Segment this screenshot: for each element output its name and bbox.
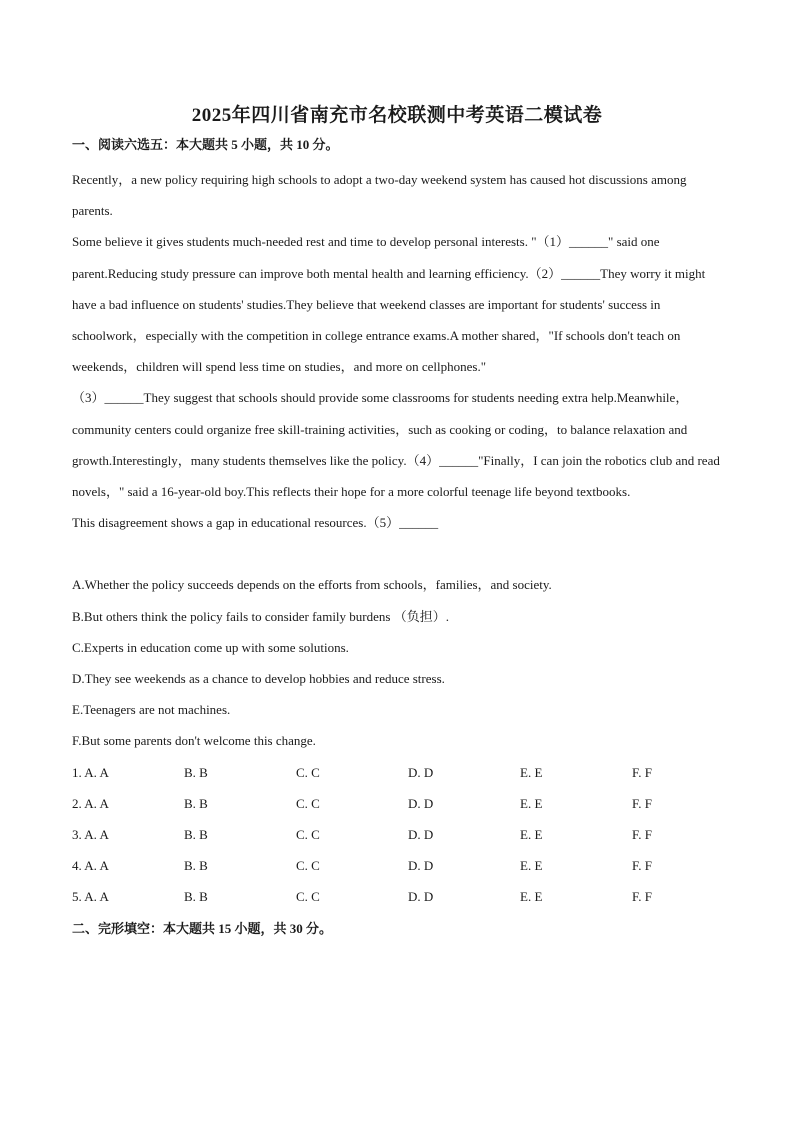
choice-d[interactable]: D. D <box>408 827 434 843</box>
option-e: E.Teenagers are not machines. <box>72 702 231 718</box>
answer-options <box>72 569 722 756</box>
choice-f[interactable]: F. F <box>632 858 652 874</box>
exam-page <box>72 100 722 939</box>
choice-b[interactable]: B. B <box>184 764 208 780</box>
choice-c[interactable]: C. C <box>296 889 320 905</box>
choice-c[interactable]: C. C <box>296 858 320 874</box>
choice-e[interactable]: E. E <box>520 764 543 780</box>
choice-e[interactable]: E. E <box>520 795 543 811</box>
choice-b[interactable]: B. B <box>184 858 208 874</box>
choice-d[interactable]: D. D <box>408 858 434 874</box>
choice-f[interactable]: F. F <box>632 795 652 811</box>
question-row-5 <box>72 881 722 912</box>
choice-c[interactable]: C. C <box>296 827 320 843</box>
option-d: D.They see weekends as a chance to develop hobbies and reduce stress. <box>72 671 445 687</box>
choice-e[interactable]: E. E <box>520 858 543 874</box>
question-row-4 <box>72 850 722 881</box>
choice-c[interactable]: C. C <box>296 795 320 811</box>
spacer <box>72 538 722 569</box>
choice-a[interactable]: 2. A. A <box>72 795 109 811</box>
passage-paragraph-4: This disagreement shows a gap in educational resources.（5）______ <box>72 515 439 531</box>
question-row-1 <box>72 757 722 788</box>
passage-paragraph-3: （3）______They suggest that schools should provide some classrooms for students needing extra help.Meanwhile，community centers could organize free skill-training activities，such as cooking or coding，to balance relaxation and growth.Interestingly，many students themselves like the policy.（4）______"Finally，I can join the robotics club and read novels，" said a 16-year-old boy.This reflects their hope for a more colorful teenage life beyond textbooks. <box>72 390 720 500</box>
passage-paragraph-2: Some believe it gives students much-needed rest and time to develop personal interests. "（1）______" said one parent.Reducing study pressure can improve both mental health and learning efficiency.（2）______They worry it might have a bad influence on students' studies.They believe that weekend classes are important for students' success in schoolwork，especially with the competition in college entrance exams.A mother shared，"If schools don't teach on weekends，children will spend less time on studies，and more on cellphones." <box>72 234 706 375</box>
choice-a[interactable]: 3. A. A <box>72 827 109 843</box>
question-list <box>72 757 722 913</box>
choice-b[interactable]: B. B <box>184 795 208 811</box>
choice-f[interactable]: F. F <box>632 827 652 843</box>
choice-e[interactable]: E. E <box>520 827 543 843</box>
section-1-heading: 一、阅读六选五：本大题共 5 小题，共 10 分。 <box>72 137 339 152</box>
question-row-3 <box>72 819 722 850</box>
passage-paragraph-1: Recently，a new policy requiring high schools to adopt a two-day weekend system has caused hot discussions among parents. <box>72 172 687 219</box>
page-title: 2025年四川省南充市名校联测中考英语二模试卷 <box>191 105 603 126</box>
choice-d[interactable]: D. D <box>408 764 434 780</box>
question-row-2 <box>72 788 722 819</box>
choice-b[interactable]: B. B <box>184 889 208 905</box>
option-f: F.But some parents don't welcome this change. <box>72 733 316 749</box>
choice-b[interactable]: B. B <box>184 827 208 843</box>
choice-d[interactable]: D. D <box>408 889 434 905</box>
choice-a[interactable]: 1. A. A <box>72 764 109 780</box>
choice-d[interactable]: D. D <box>408 795 434 811</box>
choice-f[interactable]: F. F <box>632 764 652 780</box>
option-a: A.Whether the policy succeeds depends on the efforts from schools，families，and society. <box>72 577 552 593</box>
option-b: B.But others think the policy fails to consider family burdens （负担）. <box>72 608 449 624</box>
choice-e[interactable]: E. E <box>520 889 543 905</box>
option-c: C.Experts in education come up with some solutions. <box>72 639 349 655</box>
choice-f[interactable]: F. F <box>632 889 652 905</box>
choice-a[interactable]: 4. A. A <box>72 858 109 874</box>
reading-passage <box>72 164 722 538</box>
choice-c[interactable]: C. C <box>296 764 320 780</box>
choice-a[interactable]: 5. A. A <box>72 889 109 905</box>
section-2-heading: 二、完形填空：本大题共 15 小题，共 30 分。 <box>72 920 333 936</box>
